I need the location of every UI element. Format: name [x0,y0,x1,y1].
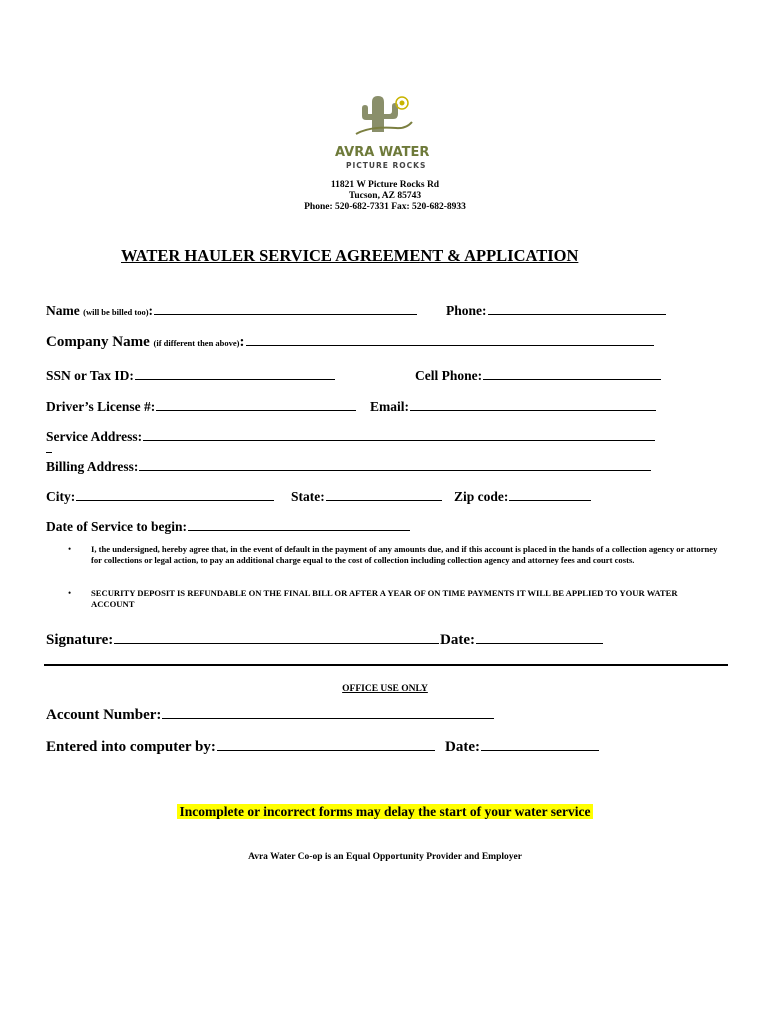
date-of-service-label: Date of Service to begin: [46,519,187,534]
cell-input-line[interactable] [483,367,661,380]
name-input-line[interactable] [154,302,417,315]
company-field[interactable] [46,333,654,351]
entered-by-input-line[interactable] [217,738,435,751]
address-contact: Phone: 520-682-7331 Fax: 520-682-8933 [304,202,466,212]
stray-underline [46,452,52,453]
entered-date-input-line[interactable] [481,738,599,751]
zip-field[interactable] [454,488,591,505]
office-divider [44,664,728,666]
ssn-input-line[interactable] [135,367,335,380]
signature-label: Signature: [46,632,114,648]
email-field[interactable] [370,398,656,415]
signature-date-input-line[interactable] [476,631,603,644]
email-input-line[interactable] [410,398,656,411]
license-input-line[interactable] [156,398,356,411]
name-field[interactable] [46,302,417,319]
signature-field[interactable] [46,631,439,649]
logo-brand-text: AVRA WATER [335,145,430,160]
state-field[interactable] [291,488,442,505]
state-input-line[interactable] [326,488,442,501]
billing-address-field[interactable] [46,458,651,475]
page-title: WATER HAULER SERVICE AGREEMENT & APPLICATION [121,246,579,265]
terms-bullet-2: SECURITY DEPOSIT IS REFUNDABLE ON THE FINAL BILL OR AFTER A YEAR OF ON TIME PAYMENTS IT WILL BE APPLIED TO YOUR WATER ACCOUNT [91,588,678,609]
zip-label: Zip code: [454,489,509,504]
email-label: Email: [370,399,409,414]
date-of-service-field[interactable] [46,518,410,535]
bullet-2-dot: • [68,588,72,598]
phone-field[interactable] [446,302,666,319]
company-logo [330,92,440,172]
service-address-input-line[interactable] [143,428,655,441]
entered-by-label: Entered into computer by: [46,739,216,755]
billing-address-input-line[interactable] [139,458,651,471]
notice-row [0,803,770,821]
incomplete-form-notice: Incomplete or incorrect forms may delay the start of your water service [179,804,591,819]
entered-date-field[interactable] [445,738,599,756]
logo-sub-text: PICTURE ROCKS [346,161,427,170]
company-note: (if different then above) [153,338,240,348]
ssn-label: SSN or Tax ID: [46,368,134,383]
phone-input-line[interactable] [488,302,666,315]
signature-date-label: Date: [440,632,475,648]
account-number-field[interactable] [46,706,494,724]
account-number-input-line[interactable] [162,706,494,719]
city-label: City: [46,489,76,504]
cell-field[interactable] [415,367,661,384]
license-label: Driver’s License #: [46,399,156,414]
company-label: Company Name [46,334,150,350]
service-address-label: Service Address: [46,429,143,444]
phone-label: Phone: [446,303,487,318]
city-input-line[interactable] [76,488,274,501]
company-colon: : [239,334,245,350]
equal-opportunity-footer: Avra Water Co-op is an Equal Opportunity Provider and Employer [248,852,522,862]
office-use-header: OFFICE USE ONLY [342,684,428,694]
terms-bullet-1: I, the undersigned, hereby agree that, in the event of default in the payment of any amounts due, and if this account is placed in the hands of a collection agency or attorney for collections or legal action, to pay an additional charge equal to the cost of collection including collection agency and attorney fees and court costs. [91,544,718,565]
bullet-1-dot: • [68,544,72,554]
service-address-field[interactable] [46,428,655,445]
entered-by-field[interactable] [46,738,435,756]
city-field[interactable] [46,488,274,505]
state-label: State: [291,489,325,504]
cactus-logo-icon [330,92,440,172]
billing-address-label: Billing Address: [46,459,139,474]
signature-input-line[interactable] [114,631,439,644]
address-street: 11821 W Picture Rocks Rd [330,180,440,190]
zip-input-line[interactable] [509,488,591,501]
address-city: Tucson, AZ 85743 [348,191,422,201]
signature-date-field[interactable] [440,631,603,649]
name-colon: : [148,303,154,318]
account-number-label: Account Number: [46,707,162,723]
name-note: (will be billed too) [83,307,149,317]
entered-date-label: Date: [445,739,480,755]
ssn-field[interactable] [46,367,335,384]
name-label: Name [46,303,80,318]
cell-label: Cell Phone: [415,368,483,383]
company-input-line[interactable] [246,333,654,346]
license-field[interactable] [46,398,356,415]
date-of-service-input-line[interactable] [188,518,410,531]
